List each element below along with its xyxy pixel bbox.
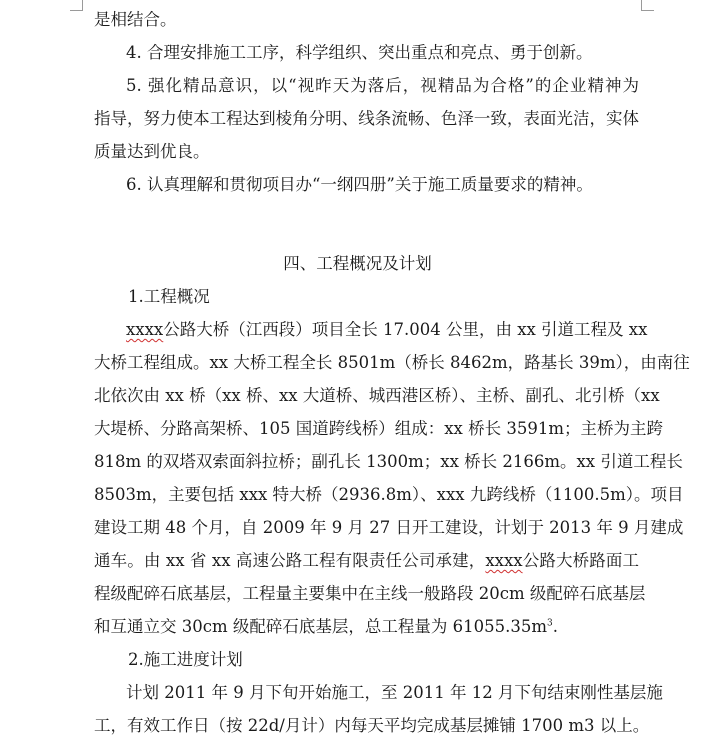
paragraph-line: 北依次由 xx 桥（xx 桥、xx 大道桥、城西港区桥）、主桥、副孔、北引桥（xx bbox=[94, 386, 660, 405]
paragraph-line: 建设工期 48 个月，自 2009 年 9 月 27 日开工建设，计划于 2013 年 9 月建成 bbox=[94, 518, 684, 537]
paragraph-line: 通车。由 xx 省 xx 高速公路工程有限责任公司承建，xxxx公路大桥路面工 bbox=[94, 551, 640, 570]
paragraph-line: 质量达到优良。 bbox=[94, 142, 210, 161]
paragraph-line: 818m 的双塔双索面斜拉桥；副孔长 1300m；xx 桥长 2166m。xx 引道工程长 bbox=[94, 452, 683, 471]
crop-mark-top-left bbox=[70, 0, 83, 11]
paragraph-line: 大桥工程组成。xx 大桥工程全长 8501m（桥长 8462m，路基长 39m），由南往 bbox=[94, 353, 690, 372]
section-heading: 四、工程概况及计划 bbox=[283, 254, 432, 273]
crop-mark-top-right bbox=[641, 0, 654, 11]
paragraph-line: 8503m，主要包括 xxx 特大桥（2936.8m）、xxx 九跨线桥（1100.5m）。项目 bbox=[94, 485, 684, 504]
paragraph-line: 是相结合。 bbox=[94, 10, 177, 29]
spellcheck-flagged-word: xxxx bbox=[485, 551, 523, 570]
paragraph-line: 指导，努力使本工程达到棱角分明、线条流畅、色泽一致，表面光洁，实体 bbox=[94, 109, 639, 128]
list-item-5: 5. 强化精品意识，以“视昨天为落后，视精品为合格”的企业精神为 bbox=[126, 76, 639, 95]
paragraph-line: 工，有效工作日（按 22d/月计）内每天平均完成基层摊铺 1700 m3 以上。 bbox=[94, 716, 650, 735]
paragraph-line: 程级配碎石底基层，工程量主要集中在主线一般路段 20cm 级配碎石底基层 bbox=[94, 584, 646, 603]
list-item-6: 6. 认真理解和贯彻项目办“一纲四册”关于施工质量要求的精神。 bbox=[126, 175, 593, 194]
paragraph-line: 大堤桥、分路高架桥、105 国道跨线桥）组成：xx 桥长 3591m；主桥为主跨 bbox=[94, 419, 663, 438]
paragraph-line: xxxx公路大桥（江西段）项目全长 17.004 公里，由 xx 引道工程及 xx bbox=[126, 320, 648, 339]
paragraph-line: 和互通立交 30cm 级配碎石底基层，总工程量为 $61055.35m^3$. bbox=[94, 617, 558, 636]
subsection-heading-schedule: 2.施工进度计划 bbox=[128, 650, 243, 669]
subsection-heading-overview: 1.工程概况 bbox=[128, 287, 210, 306]
spellcheck-flagged-word: xxxx bbox=[126, 320, 164, 339]
paragraph-line: 计划 2011 年 9 月下旬开始施工，至 2011 年 12 月下旬结束刚性基层施 bbox=[126, 683, 663, 702]
list-item-4: 4. 合理安排施工工序，科学组织、突出重点和亮点、勇于创新。 bbox=[126, 43, 593, 62]
superscript: 3 bbox=[547, 618, 553, 629]
